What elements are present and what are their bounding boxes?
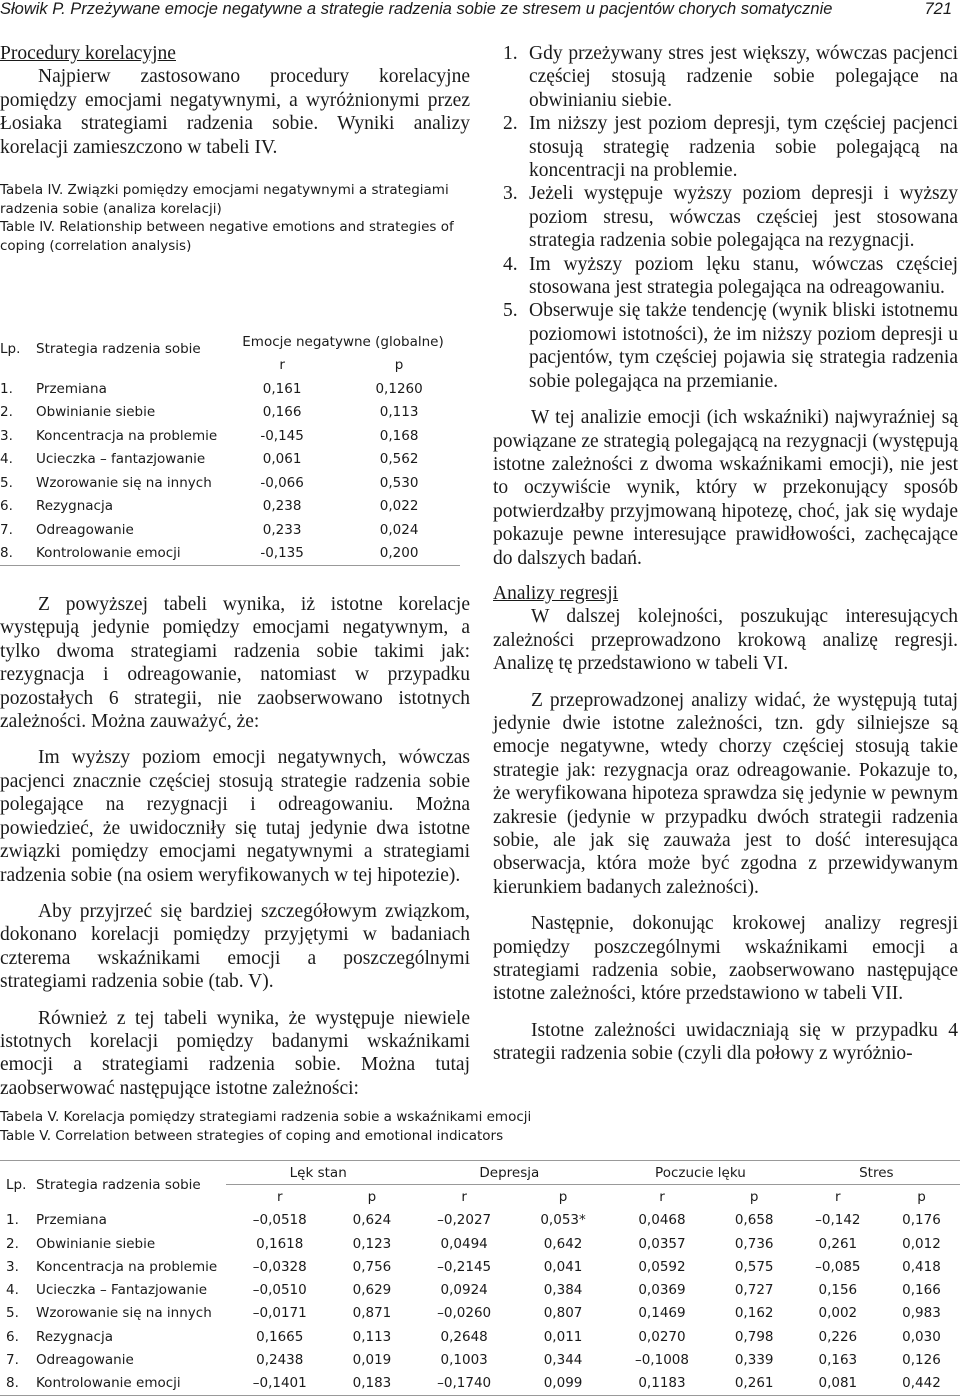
left-column <box>0 42 470 1100</box>
table4-header-p: p <box>394 357 404 374</box>
table5-cell-r: 0,1469 <box>638 1305 686 1322</box>
findings-list-item <box>493 42 958 112</box>
paragraph: Najpierw zastosowano procedury korelacyjne pomiędzy emocjami negatywnymi, a wyróżnionymi przez Łosiaka strategiami radzenia sobie. Wyniki analizy korelacji zamieszczono w tabeli IV. <box>0 66 470 158</box>
table5-cell-r: 0,0468 <box>638 1212 686 1229</box>
paragraph: W dalszej kolejności, poszukując interesujących zależności przeprowadzono krokową analizę regresji. Analizę tę przedstawiono w tabeli VI. <box>493 606 958 675</box>
table5-cell-lp: 1. <box>6 1212 19 1229</box>
paragraph: Z powyższej tabeli wynika, iż istotne korelacje występują jedynie pomiędzy emocjami negatywnym, a tylko dwoma strategiami radzenia sobie takimi jak: rezygnacja i odreagowanie, natomiast w przypadku pozostałych 6 strategii, nie zaobserwowano istotnych zależności. Można zauważyć, że: <box>0 594 470 733</box>
table5-cell-p: 0,658 <box>734 1212 774 1229</box>
table5-caption-en: Table V. Correlation between strategies of coping and emotional indicators <box>0 1127 504 1144</box>
table5-cell-r: 0,1183 <box>608 1372 715 1396</box>
table4-cell-lp: 8. <box>0 542 36 566</box>
table5-cell-lp: 7. <box>6 1352 19 1369</box>
section-heading-regresji: Analizy regresji <box>493 582 619 604</box>
findings-list-item <box>493 182 958 252</box>
table5-cell-lp: 4. <box>6 1282 19 1299</box>
table5-cell-p: 0,418 <box>902 1258 941 1275</box>
table4-caption-en: Table IV. Relationship between negative emotions and strategies of coping (correlation analysis) <box>0 219 454 254</box>
table5-cell-r: –0,0518 <box>252 1212 307 1229</box>
table5-cell-name: Obwinianie siebie <box>36 1235 156 1252</box>
list-item-text: Gdy przeżywany stres jest większy, wówczas pacjenci częściej stosują radzenie sobie polegające na obwinianiu siebie. <box>529 43 958 111</box>
table4-cell-p: 0,113 <box>379 404 419 421</box>
table5-cell-lp: 6. <box>6 1328 19 1345</box>
table5-header-poczucie-leku: Poczucie lęku <box>608 1161 792 1185</box>
table5-cell-name: Wzorowanie się na innych <box>36 1305 212 1322</box>
table4-cell-p: 0,562 <box>379 451 419 468</box>
table5-cell-p: 0,575 <box>734 1258 774 1275</box>
table4-cell-r: -0,145 <box>260 427 304 444</box>
table5-cell-p: 0,807 <box>543 1305 583 1322</box>
table5-cell-p: 0,727 <box>734 1282 774 1299</box>
table4-cell-r: 0,238 <box>262 498 302 515</box>
table5-cell-p: 0,629 <box>352 1282 392 1299</box>
table5-row <box>0 1325 960 1348</box>
table5-cell-r: 0,2438 <box>256 1352 304 1369</box>
table5-cell-p: 0,983 <box>902 1305 941 1322</box>
table5-cell-r: 0,1665 <box>256 1328 304 1345</box>
table5-header-depresja: Depresja <box>410 1161 608 1185</box>
page-number: 721 <box>924 0 952 18</box>
table5-cell-p: 0,113 <box>352 1328 392 1345</box>
table5-cell-r: 0,156 <box>818 1282 858 1299</box>
list-item-text: Im niższy jest poziom depresji, tym częściej pacjenci stosują strategię radzenia sobie polegającą na koncentracji na problemie. <box>529 113 958 182</box>
table5-cell-r: –0,1740 <box>410 1372 517 1396</box>
table4-caption-pl: Tabela IV. Związki pomiędzy emocjami negatywnymi a strategiami radzenia sobie (analiza korelacji) <box>0 182 449 217</box>
table4-cell-r: 0,161 <box>262 380 302 397</box>
table5-cell-r: –0,0328 <box>252 1258 307 1275</box>
table5-sub-p: p <box>749 1188 759 1205</box>
table5-header-lek-stan: Lęk stan <box>226 1161 410 1185</box>
table5-cell-p: 0,176 <box>902 1212 941 1229</box>
table5-cell-r: 0,0357 <box>638 1235 686 1252</box>
list-item-text: Obserwuje się także tendencję (wynik bliski istotnemu poziomowi istotności), że im niższy poziom depresji u pacjentów, tym częściej pojawia się strategia radzenia sobie polegająca na przemianie. <box>529 300 958 392</box>
table5-cell-p: 0,624 <box>352 1212 392 1229</box>
right-column <box>493 42 958 1066</box>
table5-cell-r: 0,0270 <box>638 1328 686 1345</box>
table5-cell-p: 0,339 <box>734 1352 774 1369</box>
table5-cell-name: Odreagowanie <box>36 1352 134 1369</box>
table5-cell-p: 0,099 <box>518 1372 608 1396</box>
table4-cell-lp: 3. <box>0 427 13 444</box>
table4-row <box>0 471 460 495</box>
table4-header-r: r <box>279 357 285 374</box>
table5-cell-p: 0,126 <box>902 1352 941 1369</box>
table5-cell-p: 0,798 <box>734 1328 774 1345</box>
paragraph: Również z tej tabeli wynika, że występuje niewiele istotnych korelacji pomiędzy badanymi wskaźnikami emocji a strategiami radzenia sobie. Można tutaj zaobserwować następujące istotne zależności: <box>0 1007 470 1099</box>
table5-cell-p: 0,011 <box>543 1328 583 1345</box>
table4-row <box>0 448 460 472</box>
list-item-text: Jeżeli występuje wyższy poziom depresji i wyższy poziom stresu, wówczas częściej jest stosowana strategia radzenia sobie polegająca na rezygnacji. <box>529 183 958 252</box>
table4-cell-p: 0,200 <box>338 542 460 566</box>
paragraph: Z przeprowadzonej analizy widać, że występują tutaj jedynie dwie istotne zależności, tzn. gdy silniejsze są emocje negatywne, wtedy chorzy częściej stosują takie strategie jak: rezygnacja oraz odreagowanie. Pokazuje to, że weryfikowana hipoteza sprawdza się jedynie w pewnym zakresie (jedynie w przypadku dwóch strategii radzenia sobie, ale jak się zauważa jest to dość interesująca obserwacja, która może być zgodna z przewidywanym kierunkiem badanych zależności). <box>493 689 958 898</box>
table4-cell-p: 0,1260 <box>375 380 423 397</box>
table4-cell-lp: 5. <box>0 474 13 491</box>
table4-cell-name: Rezygnacja <box>36 498 113 515</box>
table5-cell-r: 0,1618 <box>256 1235 304 1252</box>
table5-cell-r: 0,0592 <box>638 1258 686 1275</box>
table4 <box>0 330 460 566</box>
list-item-number: 5. <box>503 300 518 322</box>
running-header-title: Słowik P. Przeżywane emocje negatywne a strategie radzenia sobie ze stresem u pacjentów chorych somatycznie <box>0 0 833 18</box>
table5-cell-p: 0,756 <box>352 1258 392 1275</box>
table5-cell-name: Przemiana <box>36 1212 107 1229</box>
table4-cell-lp: 7. <box>0 521 13 538</box>
table5-cell-p: 0,041 <box>543 1258 583 1275</box>
table4-cell-p: 0,530 <box>379 474 419 491</box>
table5-header-stres: Stres <box>793 1161 960 1185</box>
table5-cell-r: 0,0369 <box>638 1282 686 1299</box>
table5-sub-p: p <box>558 1188 568 1205</box>
table5-sub-r: r <box>276 1188 283 1205</box>
table5-cell-p: 0,642 <box>543 1235 583 1252</box>
findings-list-item <box>493 112 958 182</box>
findings-list-item <box>493 253 958 300</box>
paragraph: Aby przyjrzeć się bardziej szczegółowym związkom, dokonano korelacji pomiędzy przyjętymi w badaniach czterema wskaźnikami emocji a poszczególnymi strategiami radzenia sobie (tab. V). <box>0 900 470 993</box>
running-header <box>0 0 960 22</box>
table5-header-lp: Lp. <box>0 1161 36 1209</box>
table4-cell-name: Odreagowanie <box>36 521 134 538</box>
table5-cell-lp: 8. <box>0 1372 36 1396</box>
table4-cell-name: Przemiana <box>36 380 107 397</box>
table5-sub-r: r <box>461 1188 467 1205</box>
table5-cell-lp: 3. <box>6 1258 19 1275</box>
table5-cell-r: 0,261 <box>818 1235 858 1252</box>
table5-row <box>0 1255 960 1278</box>
table5-row <box>0 1209 960 1232</box>
table5-row <box>0 1302 960 1325</box>
table5-cell-r: –0,0260 <box>437 1305 492 1322</box>
table5-cell-name: Kontrolowanie emocji <box>36 1372 226 1396</box>
table4-cell-r: 0,061 <box>262 451 302 468</box>
table4-header-lp: Lp. <box>0 341 21 357</box>
paragraph: Następnie, dokonując krokowej analizy regresji pomiędzy poszczególnymi wskaźnikami emocji a strategiami radzenia sobie, zaobserwowano następujące istotne zależności, które przedstawiono w tabeli VII. <box>493 913 958 1005</box>
table4-cell-name: Ucieczka – fantazjowanie <box>36 451 206 468</box>
table4-cell-name: Wzorowanie się na innych <box>36 474 212 491</box>
list-item-number: 3. <box>503 183 518 205</box>
table4-row <box>0 495 460 519</box>
table5-cell-p: 0,019 <box>352 1352 392 1369</box>
paragraph: Istotne zależności uwidaczniają się w przypadku 4 strategii radzenia sobie (czyli dla połowy z wyróżnio- <box>493 1019 958 1065</box>
table4-row <box>0 401 460 425</box>
table4-cell-r: -0,135 <box>226 542 338 566</box>
list-item-number: 2. <box>503 113 518 135</box>
table5-row <box>0 1232 960 1255</box>
table4-row <box>0 424 460 448</box>
table5-cell-r: 0,081 <box>793 1372 883 1396</box>
table5-cell-r: –0,1401 <box>226 1372 333 1396</box>
table4-cell-p: 0,168 <box>379 427 419 444</box>
table4-cell-name: Kontrolowanie emocji <box>36 542 226 566</box>
table5-cell-name: Ucieczka – Fantazjowanie <box>36 1282 207 1299</box>
table4-header-group: Emocje negatywne (globalne) <box>242 333 444 350</box>
table5-cell-p: 0,736 <box>734 1235 774 1252</box>
table5-cell-r: 0,0924 <box>440 1282 488 1299</box>
table5-sub-p: p <box>367 1188 377 1205</box>
table4-cell-r: -0,066 <box>260 474 304 491</box>
table5-row <box>0 1348 960 1371</box>
table5-cell-p: 0,344 <box>543 1352 583 1369</box>
table5-cell-r: –0,142 <box>815 1212 861 1229</box>
table5-cell-p: 0,053* <box>540 1212 586 1229</box>
table5-cell-r: –0,1008 <box>634 1352 689 1369</box>
table5-captions <box>0 1108 960 1145</box>
table5-cell-lp: 2. <box>6 1235 19 1252</box>
table5-cell-r: 0,1003 <box>440 1352 488 1369</box>
table5-cell-r: 0,2648 <box>440 1328 488 1345</box>
table4-cell-p: 0,024 <box>379 521 419 538</box>
table5-header-strategy: Strategia radzenia sobie <box>36 1161 226 1209</box>
table5-cell-name: Koncentracja na problemie <box>36 1258 218 1275</box>
table4-cell-lp: 4. <box>0 451 13 468</box>
table4-cell-r: 0,233 <box>262 521 302 538</box>
table5-cell-r: –0,2145 <box>437 1258 492 1275</box>
table4-cell-name: Obwinianie siebie <box>36 404 156 421</box>
table4-cell-name: Koncentracja na problemie <box>36 427 218 444</box>
table4-row <box>0 542 460 566</box>
table5-sub-r: r <box>659 1188 665 1205</box>
table4-header-strategy: Strategia radzenia sobie <box>36 341 201 357</box>
table4-cell-lp: 6. <box>0 498 13 515</box>
table5-row <box>0 1372 960 1396</box>
table5-cell-r: 0,002 <box>818 1305 858 1322</box>
table5-cell-p: 0,030 <box>902 1328 941 1345</box>
table5-cell-name: Rezygnacja <box>36 1328 113 1345</box>
section-heading-korelacyjne: Procedury korelacyjne <box>0 43 176 64</box>
paragraph: W tej analizie emocji (ich wskaźniki) najwyraźniej są powiązane ze strategią polegającą na rezygnacji (występują istotne zależności z dwoma wskaźnikami emocji), nie jest to oczywiście wynik, który w przekonujący sposób potwierdzałby przyjmowaną hipotezę, choć, jak się wydaje pokazuje pewne interesujące prawidłowości, zachęcające do dalszych badań. <box>493 407 958 569</box>
table5-cell-r: –0,085 <box>815 1258 861 1275</box>
table5-row <box>0 1278 960 1301</box>
table4-cell-r: 0,166 <box>262 404 302 421</box>
table5-cell-r: 0,163 <box>818 1352 858 1369</box>
list-item-number: 4. <box>503 253 518 275</box>
table5 <box>0 1160 960 1396</box>
table5-cell-lp: 5. <box>6 1305 19 1322</box>
table5-sub-r: r <box>835 1188 841 1205</box>
table4-cell-p: 0,022 <box>379 498 419 515</box>
table5-cell-p: 0,166 <box>902 1282 941 1299</box>
table5-cell-p: 0,442 <box>883 1372 960 1396</box>
table4-row <box>0 518 460 542</box>
paragraph: Im wyższy poziom emocji negatywnych, wówczas pacjenci znacznie częściej stosują strategie radzenia sobie polegające na rezygnacji i odreagowaniu. Można powiedzieć, że uwidoczniły się tutaj jedynie dwa istotne związki pomiędzy emocjami negatywnymi a strategiami radzenia sobie (na osiem weryfikowanych w tej hipotezie). <box>0 747 470 886</box>
table5-cell-p: 0,162 <box>734 1305 774 1322</box>
table5-cell-r: –0,0171 <box>252 1305 307 1322</box>
table4-cell-lp: 1. <box>0 380 13 397</box>
table5-cell-r: 0,0494 <box>440 1235 488 1252</box>
table5-cell-p: 0,123 <box>352 1235 392 1252</box>
findings-list <box>493 42 958 393</box>
list-item-text: Im wyższy poziom lęku stanu, wówczas częściej stosowana jest strategia polegająca na odreagowaniu. <box>529 253 958 299</box>
findings-list-item <box>493 299 958 393</box>
table5-cell-p: 0,183 <box>333 1372 410 1396</box>
table4-row <box>0 377 460 401</box>
list-item-number: 1. <box>503 43 518 64</box>
table4-cell-lp: 2. <box>0 404 13 421</box>
table5-cell-p: 0,012 <box>902 1235 941 1252</box>
table5-cell-r: –0,2027 <box>437 1212 492 1229</box>
table5-sub-p: p <box>917 1188 926 1205</box>
table5-cell-r: –0,0510 <box>252 1282 307 1299</box>
table5-cell-p: 0,261 <box>716 1372 793 1396</box>
table5-caption-pl: Tabela V. Korelacja pomiędzy strategiami radzenia sobie a wskaźnikami emocji <box>0 1109 532 1125</box>
table5-cell-p: 0,871 <box>352 1305 392 1322</box>
table5-cell-p: 0,384 <box>543 1282 583 1299</box>
table5-cell-r: 0,226 <box>818 1328 858 1345</box>
